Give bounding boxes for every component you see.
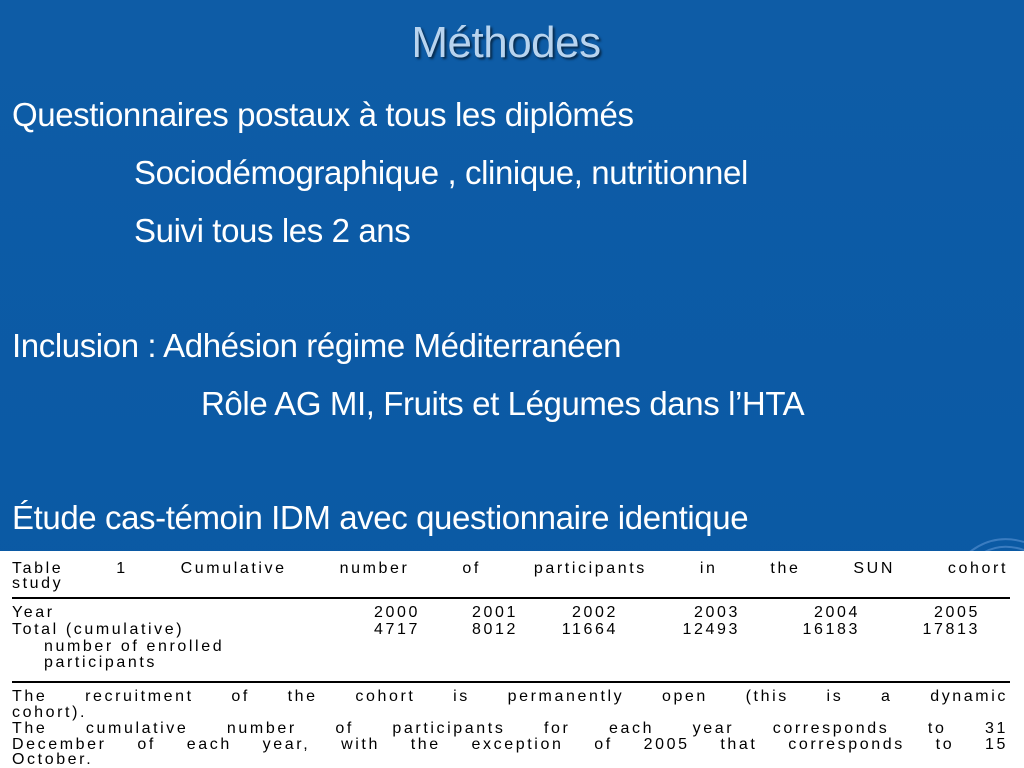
bullet-sociodemographique: Sociodémographique , clinique, nutritionnel xyxy=(134,154,748,191)
bullet-questionnaires: Questionnaires postaux à tous les diplômés xyxy=(12,96,634,133)
table-note-line: October. xyxy=(12,751,94,768)
bullet-inclusion: Inclusion : Adhésion régime Méditerranéen xyxy=(12,327,622,364)
total-cell: 11664 xyxy=(561,621,618,638)
total-cell: 8012 xyxy=(472,621,518,638)
year-cell: 2004 xyxy=(814,604,860,621)
year-cell: 2005 xyxy=(934,604,980,621)
total-row-label: Total (cumulative) xyxy=(12,621,185,638)
table-top-rule xyxy=(12,597,1010,599)
table-bottom-rule xyxy=(12,681,1010,683)
table-note-line: cohort). xyxy=(12,704,88,721)
table-note-line: The cumulative number of participants for each year corresponds to 31 xyxy=(12,720,1008,737)
slide-title: Méthodes xyxy=(411,18,601,67)
table-excerpt xyxy=(0,551,1024,768)
bullet-etude: Étude cas-témoin IDM avec questionnaire identique xyxy=(12,499,749,536)
table-note-line: The recruitment of the cohort is permanently open (this is a dynamic xyxy=(12,688,1008,705)
table-note-line: December of each year, with the exception of 2005 that corresponds to 15 xyxy=(12,736,1008,753)
total-cell: 17813 xyxy=(922,621,980,638)
total-cell: 16183 xyxy=(802,621,860,638)
year-cell: 2002 xyxy=(572,604,618,621)
year-cell: 2001 xyxy=(472,604,518,621)
year-cell: 2003 xyxy=(694,604,740,621)
total-cell: 4717 xyxy=(374,621,420,638)
year-cell: 2000 xyxy=(374,604,420,621)
total-cell: 12493 xyxy=(682,621,740,638)
year-row-label: Year xyxy=(12,604,55,621)
bullet-suivi: Suivi tous les 2 ans xyxy=(134,212,411,249)
table-caption-continued: study xyxy=(12,575,64,592)
bullet-role: Rôle AG MI, Fruits et Légumes dans l’HTA xyxy=(201,385,805,422)
table-caption: Table 1 Cumulative number of participants in the SUN cohort xyxy=(12,560,1008,577)
total-row-label-continued: participants xyxy=(44,654,158,671)
total-row-label-continued: number of enrolled xyxy=(44,638,225,655)
